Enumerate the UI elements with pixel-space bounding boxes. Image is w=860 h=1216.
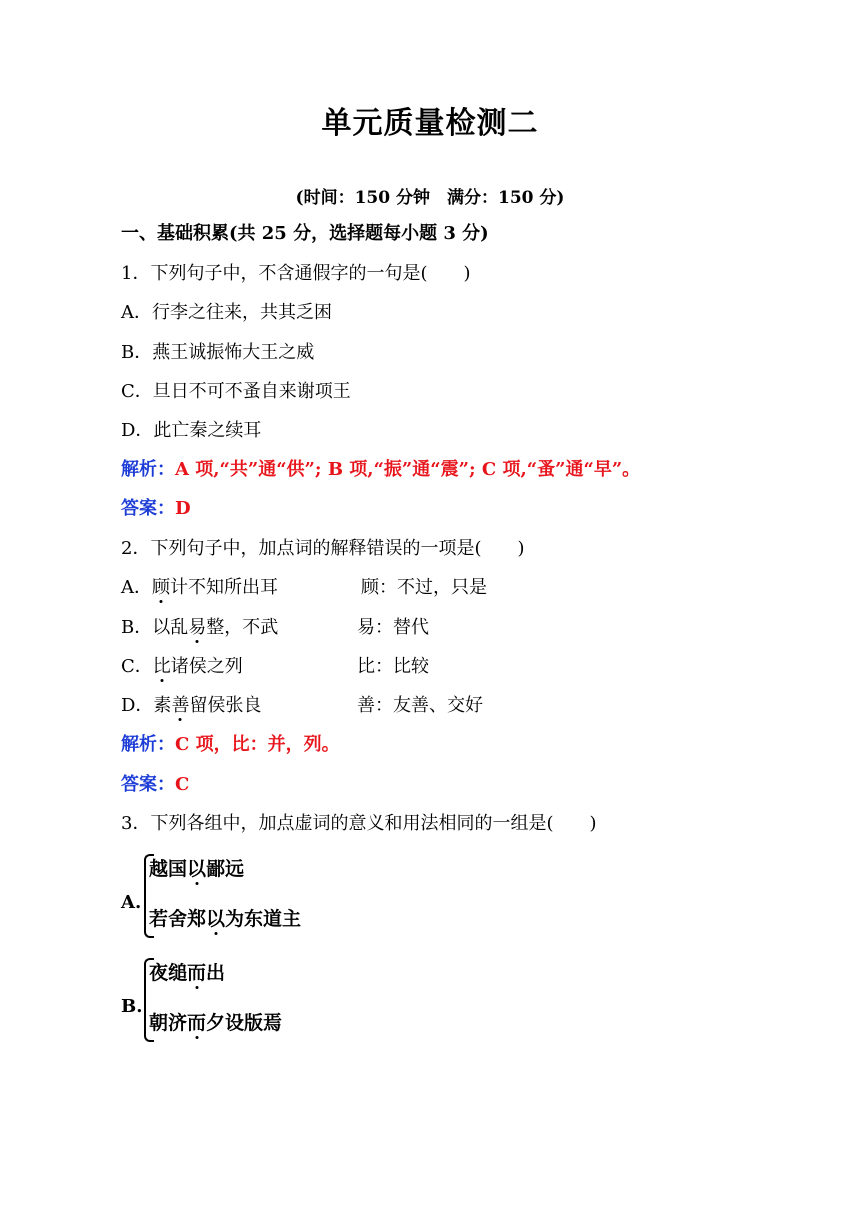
analysis-label: 解析： <box>121 459 175 480</box>
answer-value: D <box>175 498 191 519</box>
q1-analysis <box>121 458 640 482</box>
option-label: B. <box>121 996 143 1017</box>
q1-option-b: B．燕王诚振怖大王之威 <box>121 342 315 363</box>
dotted-word: 以 <box>187 858 207 880</box>
q1-option-c: C．旦日不可不蚤自来谢项王 <box>121 381 351 402</box>
q2-option-a: A．顾计不知所出耳 顾：不过，只是 <box>121 577 487 598</box>
q3-stem: 3．下列各组中，加点虚词的意义和用法相同的一组是( ) <box>121 813 597 834</box>
dotted-word: 而 <box>187 962 207 984</box>
answer-label: 答案： <box>121 774 175 795</box>
q1-answer <box>121 497 191 521</box>
q3-b-line-2: 朝济而夕设版焉 <box>149 1012 283 1034</box>
dotted-word: 比 <box>152 656 171 677</box>
q1-option-d: D．此亡秦之续耳 <box>121 420 262 441</box>
q1-stem: 1．下列句子中，不含通假字的一句是( ) <box>121 263 471 284</box>
q2-gloss-a: 顾：不过，只是 <box>361 577 487 598</box>
q2-analysis <box>121 733 340 757</box>
q3-a-line-1: 越国以鄙远 <box>149 858 245 880</box>
q2-answer <box>121 773 189 797</box>
analysis-text: A 项,“共”通“供”; B 项,“振”通“震”; C 项,“蚤”通“早”。 <box>175 459 641 480</box>
dotted-word: 易 <box>188 617 207 638</box>
analysis-label: 解析： <box>121 734 175 755</box>
q3-a-line-2: 若舍郑以为东道主 <box>149 908 302 930</box>
q2-option-b: B．以乱易整，不武 易：替代 <box>121 617 429 638</box>
exam-info: (时间：150 分钟 满分：150 分) <box>295 188 565 208</box>
q2-option-c: C．比诸侯之列 比：比较 <box>121 656 429 677</box>
q2-option-d: D．素善留侯张良 善：友善、交好 <box>121 695 483 716</box>
dotted-word: 以 <box>206 908 226 930</box>
analysis-text: C 项，比：并，列。 <box>175 734 340 755</box>
dotted-word: 顾 <box>152 577 170 598</box>
dotted-word: 善 <box>171 695 190 716</box>
dotted-word: 而 <box>187 1012 207 1034</box>
q2-stem: 2．下列句子中，加点词的解释错误的一项是( ) <box>121 538 525 559</box>
q2-gloss-d: 善：友善、交好 <box>357 695 483 716</box>
q3-b-line-1: 夜缒而出 <box>149 962 226 984</box>
answer-value: C <box>175 774 190 795</box>
q2-gloss-c: 比：比较 <box>357 656 429 677</box>
option-label: A. <box>121 892 142 913</box>
q2-gloss-b: 易：替代 <box>357 617 429 638</box>
section-heading: 一、基础积累(共 25 分，选择题每小题 3 分) <box>121 223 489 244</box>
answer-label: 答案： <box>121 498 175 519</box>
q1-option-a: A．行李之往来，共其乏困 <box>121 302 332 323</box>
page-title: 单元质量检测二 <box>321 106 539 141</box>
